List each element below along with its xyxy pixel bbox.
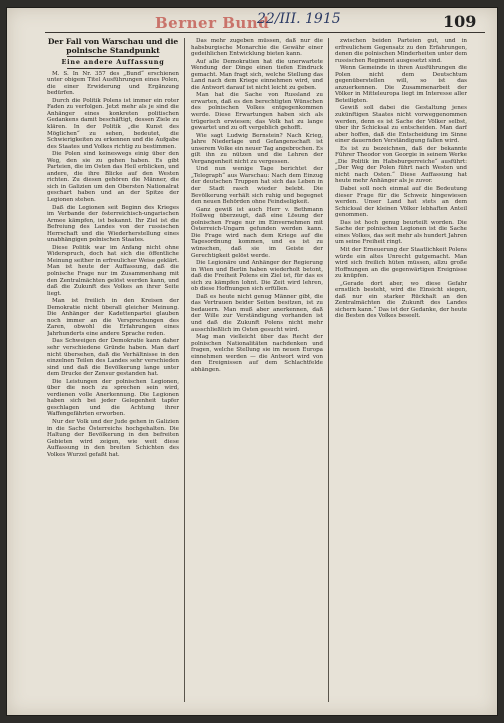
article-column-3	[335, 38, 467, 704]
article-title: Der Fall von Warschau und die polnische Standpunkt	[47, 38, 179, 55]
article-paragraph: M. S. In Nr. 357 des „Bund“ erschienen unter obigem Titel Ausführungen eines Polen, die einer Erwiderung und Ergänzung bedürfen.	[47, 70, 179, 97]
column-divider	[328, 38, 329, 702]
clipping-header	[7, 8, 497, 36]
article-paragraph: Das ist hoch genug beurteilt worden. Die Sache der polnischen Legionen ist die Sache eines Volkes, das seit mehr als hundert Jahren um seine Freiheit ringt.	[335, 219, 467, 246]
article-subtitle: Eine andere Auffassung	[61, 58, 165, 67]
article-paragraph: Es ist zu bezeichnen, daß der bekannte Führer Theodor von Georgie in seinem Werke „Die Politik im Habsburgerreiche“ ausführt: „Der Weg der Polen führt nach Westen und nicht nach Osten.“ Diese Auffassung hat heute mehr Anhänger als je zuvor.	[335, 145, 467, 185]
article-paragraph: Diese Politik war im Anfang nicht ohne Widerspruch, doch hat sich die öffentliche Meinung seither in erfreulicher Weise geklärt. Man ist heute der Auffassung, daß die polnische Frage nur im Zusammenhang mit den Zentralmächten gelöst werden kann, und daß die Zukunft des Volkes an ihrer Seite liegt.	[47, 244, 179, 297]
article-paragraph: Die Leistungen der polnischen Legionen, über die noch zu sprechen sein wird, verdienen volle Anerkennung. Die Legionen haben sich bei jeder Gelegenheit tapfer geschlagen und die Achtung ihrer Waffengefährten erworben.	[47, 378, 179, 418]
article-paragraph: Gewiß soll dabei die Gestaltung jenes zukünftigen Staates nicht vorweggenommen werden, denn es ist Sache der Völker selbst, über ihr Schicksal zu entscheiden. Man darf aber hoffen, daß die Entscheidung im Sinne einer dauernden Verständigung fallen wird.	[335, 105, 467, 145]
header-rule	[45, 32, 485, 33]
article-paragraph: Wenn Gemeinde in ihren Ausführungen die Polen nicht dem Deutschtum gegenüberstellen will, so ist das anzuerkennen. Die Zusammenarbeit der Völker in Mitteleuropa liegt im Interesse aller Beteiligten.	[335, 65, 467, 104]
article-paragraph: Ganz gewiß ist auch Herr v. Bethmann Hollweg überzeugt, daß eine Lösung der polnischen Frage nur im Einvernehmen mit Österreich-Ungarn gefunden werden kann. Die Frage wird nach dem Kriege auf die Tagesordnung kommen, und es ist zu wünschen, daß sie im Geiste der Gerechtigkeit gelöst werde.	[191, 206, 323, 259]
column-divider	[184, 38, 185, 702]
article-paragraph: Das Schweigen der Demokratie kann daher sehr verschiedene Gründe haben. Man darf nicht übersehen, daß die Verhältnisse in den einzelnen Teilen des Landes sehr verschieden sind und daß die Bevölkerung lange unter dem Drucke der Zensur gestanden hat.	[47, 338, 179, 378]
article-paragraph: Auf alle Demokratien hat die unerwartete Wendung der Dinge einen tiefen Eindruck gemacht. Man fragt sich, welche Stellung das Land nach dem Kriege einnehmen wird, und die Antwort darauf ist nicht leicht zu geben.	[191, 58, 323, 91]
article-paragraph: Das mehr zugeben müssen, daß nur die habsburgische Monarchie die Gewähr einer gedeihlichen Entwicklung bieten kann.	[191, 38, 323, 58]
title-separator	[67, 56, 159, 57]
newspaper-clipping	[7, 8, 497, 715]
subtitle-separator	[67, 68, 159, 69]
article-paragraph: zwischen beiden Parteien gut, und in erfreulichem Gegensatz zu den Erfahrungen, denen die polnischen Minderheiten unter dem russischen Regiment ausgesetzt sind.	[335, 38, 467, 64]
column-body	[47, 71, 179, 459]
article-paragraph: Daß die Legionen seit Beginn des Krieges im Verbande der österreichisch-ungarischen Armee kämpfen, ist bekannt. Ihr Ziel ist die Befreiung des Landes von der russischen Herrschaft und die Wiederherstellung eines unabhängigen polnischen Staates.	[47, 204, 179, 244]
masthead-stamp: Berner Bund	[155, 14, 270, 32]
article-column-1	[47, 38, 179, 704]
column-body	[335, 38, 467, 320]
article-paragraph: Man ist freilich in den Kreisen der Demokratie nicht überall gleicher Meinung. Die Anhänger der Kadettenpartei glauben noch immer an die Versprechungen des Zaren, obwohl die Erfahrungen eines Jahrhunderts eine andere Sprache reden.	[47, 298, 179, 337]
article-column-2	[191, 38, 323, 704]
article-paragraph: Wie sagt Ludwig Bernstein? Nach Krieg, Jahre Niederlage und Gefangenschaft ist unserem Volke ein neuer Tag angebrochen. Es gilt ihn zu nützen und die Lehren der Vergangenheit nicht zu vergessen.	[191, 132, 323, 165]
article-paragraph: Durch die Politik Polens ist immer ein roter Faden zu verfolgen. Jetzt mehr als je sind die Anhänger eines konkreten politischen Gedankens damit beschäftigt, dessen Ziele zu klären. In der Politik „die Kunst des Möglichen“ zu sehen, bedeutet, die Schwierigkeiten zu erkennen und die Aufgabe des Staates und Volkes richtig zu bestimmen.	[47, 97, 179, 150]
handwritten-date: 22/III. 1915	[257, 11, 341, 27]
article-paragraph: „Gerade dort aber, wo diese Gefahr ernstlich besteht, wird die Einsicht siegen, daß nur ein starker Rückhalt an den Zentralmächten die Zukunft des Landes sichern kann.“ Das ist der Gedanke, der heute die Besten des Volkes beseelt.	[335, 280, 467, 320]
article-paragraph: Dabei soll noch einmal auf die Bedeutung dieser Frage für die Schweiz hingewiesen werden. Unser Land hat stets an dem Schicksal der kleinen Völker lebhaften Anteil genommen.	[335, 186, 467, 219]
article-paragraph: Daß es heute nicht genug Männer gibt, die das Vertrauen beider Seiten besitzen, ist zu bedauern. Man muß aber anerkennen, daß der Wille zur Verständigung vorhanden ist und daß die Zukunft Polens nicht mehr ausschließlich im Osten gesucht wird.	[191, 293, 323, 333]
article-paragraph: Und nun wenige Tage berichtet der „Telegraph“ aus Warschau: Nach dem Einzug der deutschen Truppen hat sich das Leben in der Stadt rasch wieder belebt. Die Bevölkerung verhält sich ruhig und begegnet den neuen Behörden ohne Feindseligkeit.	[191, 166, 323, 206]
article-paragraph: Die Polen sind keineswegs einig über den Weg, den sie zu gehen haben. Es gibt Parteien, die im Osten das Heil erblicken, und andere, die ihre Blicke auf den Westen richten. Zu diesen gehören die Männer, die sich in Galizien um den Obersten Nationalrat geschart haben und an der Spitze der Legionen stehen.	[47, 151, 179, 203]
page-number: 109	[443, 12, 477, 31]
article-paragraph: Mag man vielleicht über das Recht der polnischen Nationalitäten nachdenken und fragen, welche Stellung sie im neuen Europa einnehmen werden — die Antwort wird von den Ereignissen auf dem Schlachtfelde abhängen.	[191, 334, 323, 373]
article-paragraph: Man hat die Sache von Russland zu erwarten, daß es den berechtigten Wünschen des polnischen Volkes entgegenkommen werde. Diese Erwartungen haben sich als trügerisch erwiesen; das Volk hat zu lange gewartet und zu oft vergeblich gehofft.	[191, 92, 323, 132]
article-paragraph: Die Legionäre und Anhänger der Regierung in Wien und Berlin haben wiederholt betont, daß die Freiheit Polens ein Ziel ist, für das es sich zu kämpfen lohnt. Die Zeit wird lehren, ob diese Hoffnungen sich erfüllen.	[191, 260, 323, 293]
article-paragraph: Mit der Erneuerung der Staatlichkeit Polens würde ein altes Unrecht gutgemacht. Man wird sich freilich hüten müssen, allzu große Hoffnungen an die gegenwärtigen Ereignisse zu knüpfen.	[335, 246, 467, 280]
column-body	[191, 38, 323, 373]
article-paragraph: Nur der Volk und der Jude gehen in Galizien in die Sache Österreichs hochgehalten. Die Haltung der Bevölkerung in den befreiten Gebieten wird zeigen, wie weit diese Auffassung in den breiten Schichten des Volkes Wurzel gefaßt hat.	[47, 419, 179, 458]
